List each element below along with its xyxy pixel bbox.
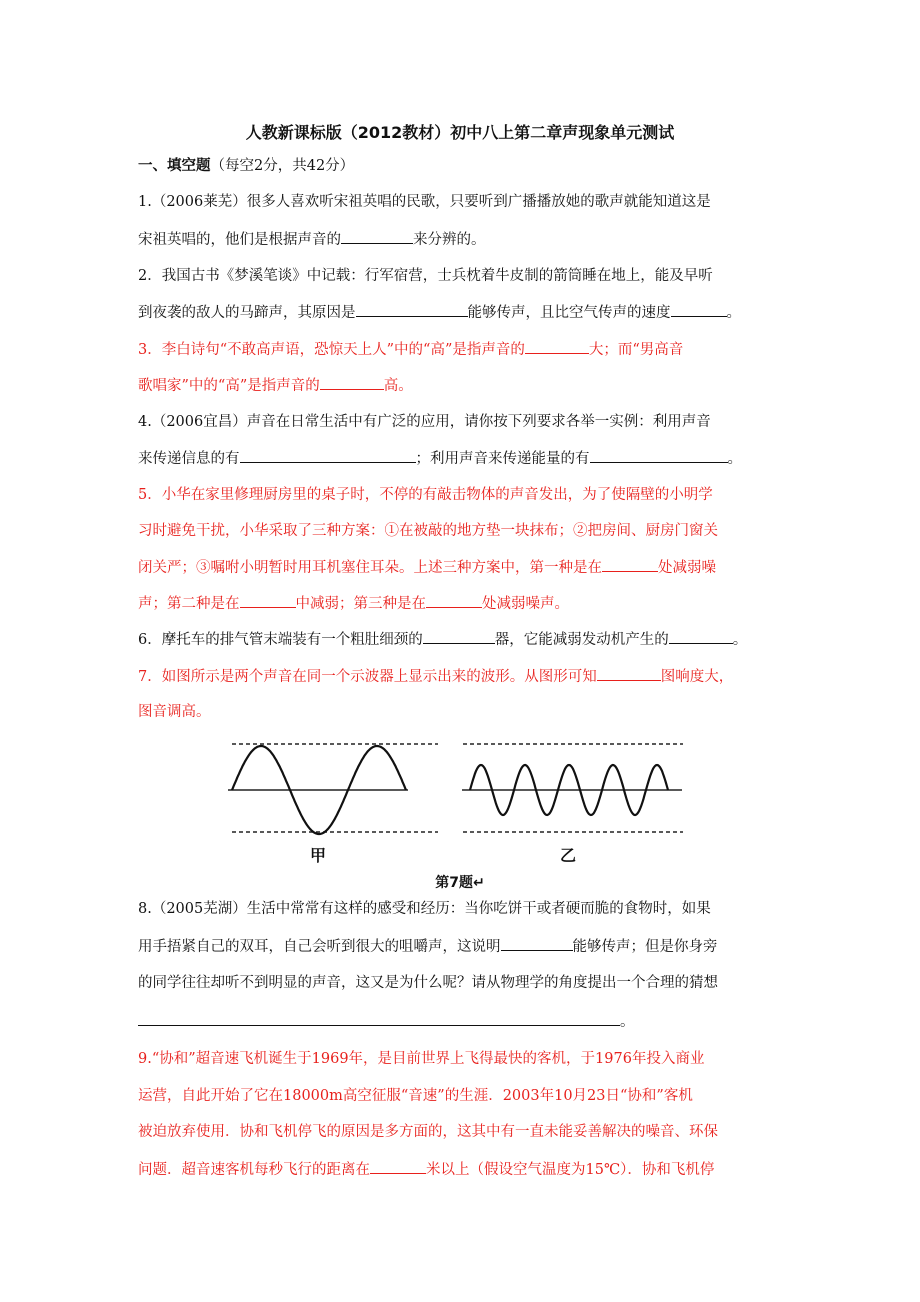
- text: 来分辨的。: [413, 232, 486, 248]
- text: 能够传声，且比空气传声的速度: [467, 305, 671, 321]
- text: 3．李白诗句“不敢高声语，恐惊天上人”中的“高”是指声音的: [138, 342, 525, 358]
- q6-line1: [138, 629, 793, 650]
- q8-line4: [138, 1011, 793, 1032]
- text: 问题．超音速客机每秒飞行的距离在: [138, 1162, 370, 1178]
- q4-line1: 4.（2006宜昌）声音在日常生活中有广泛的应用，请你按下列要求各举一实例：利用声音: [138, 414, 711, 430]
- answer-blank[interactable]: [240, 593, 296, 608]
- q5-line4: [138, 593, 793, 614]
- text: 中减弱；第三种是在: [295, 596, 426, 612]
- text: 闭关严；③嘱咐小明暂时用耳机塞住耳朵。上述三种方案中，第一种是在: [138, 560, 602, 576]
- figure-caption: 第7题↵: [435, 875, 485, 891]
- answer-blank[interactable]: [426, 593, 482, 608]
- text: 。: [620, 1014, 635, 1030]
- q9-line1: 9.“协和”超音速飞机诞生于1969年，是目前世界上飞得最快的客机，于1976年投入商业: [138, 1051, 705, 1067]
- text: 能够传声；但是你身旁: [572, 939, 718, 955]
- q7-line2: 图音调高。: [138, 704, 211, 720]
- q9-line4: [138, 1159, 793, 1180]
- text: 高。: [383, 378, 413, 394]
- q5-line2: 习时避免干扰，小华采取了三种方案：①在被敲的地方垫一块抹布；②把房间、厨房门窗关: [138, 523, 718, 539]
- text: 大；而“男高音: [588, 342, 684, 358]
- answer-blank[interactable]: [597, 666, 661, 681]
- answer-blank[interactable]: [525, 339, 589, 354]
- text: 处减弱噪声。: [482, 596, 569, 612]
- waveform-figure: [228, 730, 688, 870]
- text: 处减弱噪: [658, 560, 716, 576]
- answer-blank[interactable]: [671, 302, 727, 317]
- answer-blank[interactable]: [341, 229, 413, 244]
- answer-blank[interactable]: [320, 375, 384, 390]
- q8-line3: 的同学往往却听不到明显的声音，这又是为什么呢？请从物理学的角度提出一个合理的猜想: [138, 975, 718, 991]
- answer-blank[interactable]: [669, 629, 733, 644]
- q3-line1: [138, 339, 793, 360]
- label-jia: 甲: [310, 846, 327, 865]
- text: 用手捂紧自己的双耳，自己会听到很大的咀嚼声，这说明: [138, 939, 501, 955]
- answer-blank[interactable]: [590, 448, 728, 463]
- q1-line1: 1.（2006莱芜）很多人喜欢听宋祖英唱的民歌，只要听到广播播放她的歌声就能知道这是: [138, 194, 711, 210]
- text: 。: [726, 305, 741, 321]
- text: 7．如图所示是两个声音在同一个示波器上显示出来的波形。从图形可知: [138, 669, 597, 685]
- answer-blank[interactable]: [423, 629, 495, 644]
- answer-blank[interactable]: [240, 448, 416, 463]
- q8-line1: 8.（2005芜湖）生活中常常有这样的感受和经历：当你吃饼干或者硬而脆的食物时，如果: [138, 901, 711, 917]
- text: 。: [727, 451, 742, 467]
- label-yi: 乙: [560, 846, 577, 865]
- q9-line3: 被迫放弃使用．协和飞机停飞的原因是多方面的，这其中有一直未能妥善解决的噪音、环保: [138, 1124, 718, 1140]
- text: 宋祖英唱的，他们是根据声音的: [138, 232, 341, 248]
- q5-line3: [138, 557, 793, 578]
- text: 声；第二种是在: [138, 596, 240, 612]
- section-note: （每空2分，共42分）: [210, 158, 355, 174]
- text: 图响度大，: [660, 669, 734, 685]
- text: 米以上（假设空气温度为15℃）．协和飞机停: [426, 1162, 715, 1178]
- text: 。: [732, 632, 748, 648]
- q2-line2: [138, 302, 793, 323]
- answer-blank[interactable]: [370, 1159, 426, 1174]
- text: 器，它能减弱发动机产生的: [494, 632, 669, 648]
- answer-blank[interactable]: [138, 1011, 620, 1026]
- q4-line2: [138, 448, 793, 469]
- text: ；利用声音来传递能量的有: [415, 451, 590, 467]
- text: 到夜袭的敌人的马蹄声，其原因是: [138, 305, 356, 321]
- text: 歌唱家”中的“高”是指声音的: [138, 378, 320, 394]
- q5-line1: 5．小华在家里修理厨房里的桌子时，不停的有敲击物体的声音发出，为了使隔壁的小明学: [138, 487, 713, 503]
- text: 来传递信息的有: [138, 451, 240, 467]
- q9-line2: 运营，自此开始了它在18000m高空征服“音速”的生涯．2003年10月23日“协和”客机: [138, 1088, 693, 1104]
- text: 6．摩托车的排气管末端装有一个粗肚细颈的: [138, 632, 423, 648]
- answer-blank[interactable]: [356, 302, 468, 317]
- answer-blank[interactable]: [602, 557, 658, 572]
- q2-line1: 2．我国古书《梦溪笔谈》中记载：行军宿营，士兵枕着牛皮制的箭筒睡在地上，能及早听: [138, 268, 713, 284]
- answer-blank[interactable]: [501, 936, 573, 951]
- q1-line2: [138, 229, 793, 250]
- section-heading: [138, 156, 793, 176]
- page-title: 人教新课标版（2012教材）初中八上第二章声现象单元测试: [245, 123, 675, 142]
- section-title: 一、填空题: [138, 158, 211, 174]
- q8-line2: [138, 936, 793, 957]
- q7-line1: [138, 666, 793, 687]
- q3-line2: [138, 375, 793, 396]
